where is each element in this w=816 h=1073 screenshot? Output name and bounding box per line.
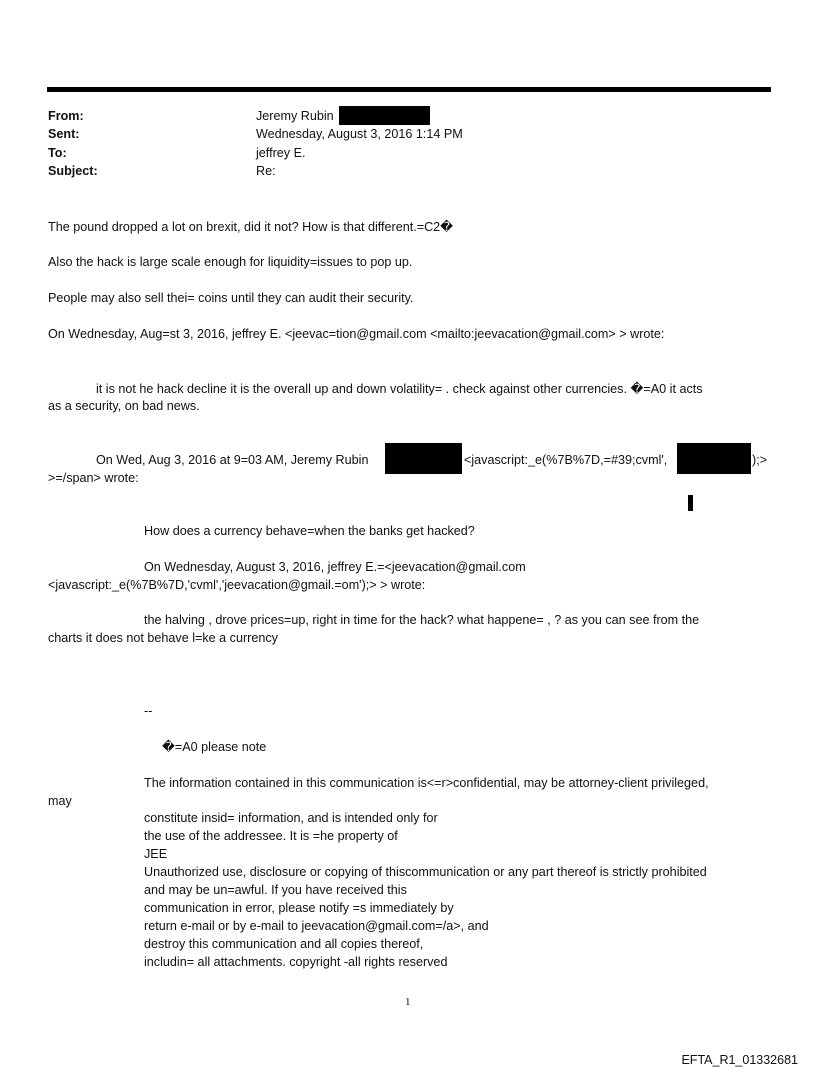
disclaimer-line: the use of the addressee. It is =he property of <box>144 829 398 843</box>
redaction-mark <box>688 495 693 511</box>
signature-note: �=A0 please note <box>162 740 267 754</box>
from-value: Jeremy Rubin <box>256 109 334 123</box>
top-rule <box>47 87 771 92</box>
quote-attribution: On Wed, Aug 3, 2016 at 9=03 AM, Jeremy Rubin <box>96 453 369 467</box>
disclaimer-line: communication in error, please notify =s immediately by <box>144 901 454 915</box>
quote-attribution: On Wednesday, August 3, 2016, jeffrey E.=<jeevacation@gmail.com <box>144 560 526 574</box>
quote-attribution: On Wednesday, Aug=st 3, 2016, jeffrey E. <jeevac=tion@gmail.com <mailto:jeevacation@gmail.com> > wrote: <box>48 327 665 341</box>
quoted-text: charts it does not behave l=ke a currency <box>48 631 278 645</box>
quote-attribution: >=/span> wrote: <box>48 471 139 485</box>
quoted-text: How does a currency behave=when the banks get hacked? <box>144 524 475 538</box>
quote-attribution: );> <box>752 453 768 467</box>
body-paragraph: People may also sell thei= coins until they can audit their security. <box>48 291 414 305</box>
quote-attribution: <javascript:_e(%7B%7D,=#39;cvml', <box>464 453 668 467</box>
quoted-text: the halving , drove prices=up, right in time for the hack? what happene= , ? as you can see from the <box>144 613 700 627</box>
page-number: 1 <box>405 996 411 1008</box>
redaction-block <box>339 106 430 125</box>
sent-label: Sent: <box>48 127 80 141</box>
disclaimer-line: destroy this communication and all copies thereof, <box>144 937 424 951</box>
subject-value: Re: <box>256 164 276 178</box>
redaction-block <box>385 443 462 474</box>
disclaimer-line: JEE <box>144 847 168 861</box>
document-id: EFTA_R1_01332681 <box>681 1053 798 1067</box>
disclaimer-line: includin= all attachments. copyright -all rights reserved <box>144 955 448 969</box>
disclaimer-text: The information contained in this communication is<=r>confidential, may be attorney-client privileged, <box>144 776 709 790</box>
disclaimer-text: may <box>48 794 72 808</box>
from-label: From: <box>48 109 84 123</box>
disclaimer-line: constitute insid= information, and is intended only for <box>144 811 438 825</box>
body-paragraph: The pound dropped a lot on brexit, did it not? How is that different.=C2� <box>48 220 454 234</box>
quoted-text: it is not he hack decline it is the overall up and down volatility= . check against other currencies. �=A0 it acts <box>96 382 703 396</box>
quoted-text: as a security, on bad news. <box>48 399 200 413</box>
subject-label: Subject: <box>48 164 98 178</box>
signature-separator: -- <box>144 704 153 718</box>
to-value: jeffrey E. <box>256 146 306 160</box>
sent-value: Wednesday, August 3, 2016 1:14 PM <box>256 127 463 141</box>
quote-attribution: <javascript:_e(%7B%7D,'cvml','jeevacation@gmail.=om');> > wrote: <box>48 578 426 592</box>
disclaimer-line: Unauthorized use, disclosure or copying of thiscommunication or any part thereof is strictly prohibited <box>144 865 707 879</box>
redaction-block <box>677 443 751 474</box>
body-paragraph: Also the hack is large scale enough for liquidity=issues to pop up. <box>48 255 413 269</box>
to-label: To: <box>48 146 67 160</box>
disclaimer-line: and may be un=awful. If you have received this <box>144 883 407 897</box>
disclaimer-line: return e-mail or by e-mail to jeevacation@gmail.com=/a>, and <box>144 919 489 933</box>
